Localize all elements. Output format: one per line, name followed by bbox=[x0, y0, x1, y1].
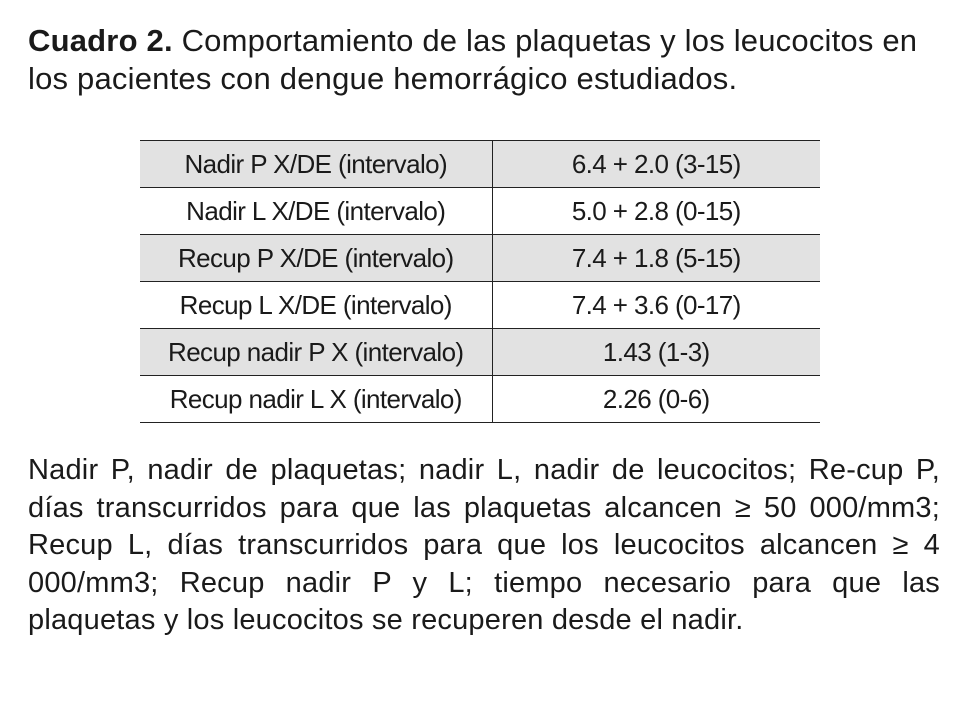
row-label: Nadir L X/DE (intervalo) bbox=[140, 188, 492, 235]
table-row bbox=[140, 282, 820, 329]
table-footnote: Nadir P, nadir de plaquetas; nadir L, nadir de leucocitos; Re-cup P, días transcurridos para que las plaquetas alcancen ≥ 50 000/mm3; Recup L, días transcurridos para que los leucocitos alcancen ≥ 4 000/mm3; Recup nadir P y L; tiempo necesario para que las plaquetas y los leucocitos se recuperen desde el nadir. bbox=[28, 454, 940, 636]
table-row bbox=[140, 329, 820, 376]
row-value: 7.4 + 1.8 (5-15) bbox=[492, 235, 820, 282]
row-label: Recup nadir P X (intervalo) bbox=[140, 329, 492, 376]
table-row bbox=[140, 141, 820, 188]
caption-text: Comportamiento de las plaquetas y los leucocitos en los pacientes con dengue hemorrágico estudiados. bbox=[28, 23, 918, 96]
row-value: 5.0 + 2.8 (0-15) bbox=[492, 188, 820, 235]
row-label: Recup L X/DE (intervalo) bbox=[140, 282, 492, 329]
table-caption bbox=[28, 22, 948, 98]
row-value: 6.4 + 2.0 (3-15) bbox=[492, 141, 820, 188]
row-value: 2.26 (0-6) bbox=[492, 376, 820, 423]
row-label: Recup nadir L X (intervalo) bbox=[140, 376, 492, 423]
table-row bbox=[140, 376, 820, 423]
row-label: Nadir P X/DE (intervalo) bbox=[140, 141, 492, 188]
table-row bbox=[140, 188, 820, 235]
row-value: 7.4 + 3.6 (0-17) bbox=[492, 282, 820, 329]
row-label: Recup P X/DE (intervalo) bbox=[140, 235, 492, 282]
table-row bbox=[140, 235, 820, 282]
data-table-container bbox=[140, 140, 820, 423]
data-table bbox=[140, 140, 820, 423]
caption-label: Cuadro 2. bbox=[28, 23, 173, 58]
row-value: 1.43 (1-3) bbox=[492, 329, 820, 376]
